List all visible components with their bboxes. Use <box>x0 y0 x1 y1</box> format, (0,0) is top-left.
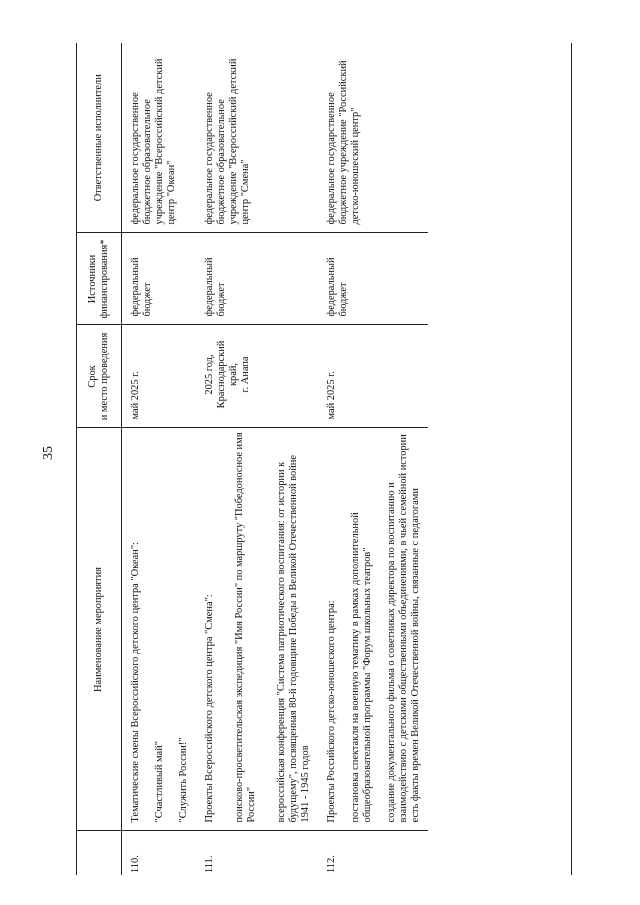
event-cell <box>122 428 197 831</box>
column-header-date-place <box>77 325 122 428</box>
column-header-funding <box>77 233 122 325</box>
event-item: постановка спектакля на военную тематику в рамках дополнительной общеобразовательной программы "Форум школьных театров" <box>350 512 373 823</box>
event-item: создание документального фильма о советниках директора по воспитанию и взаимодействию с детскими общественными объединениями, в чьей семейной истории есть факты времен Великой Отечественной войны, связанные с педагогами <box>386 434 421 823</box>
date-place-cell <box>318 325 428 428</box>
table-row <box>122 43 197 875</box>
column-header-date-place-text: Срок и место проведения <box>87 332 110 421</box>
column-header-executors: Ответственные исполнители <box>77 43 122 233</box>
event-item: "Служить России!" <box>178 737 189 823</box>
date-place-cell <box>196 325 318 428</box>
date-place-text: май 2025 г. <box>326 371 337 420</box>
table-row <box>196 43 318 875</box>
table-bottom-rule <box>571 43 572 875</box>
executors-cell: федеральное государственное бюджетное образовательное учреждение "Всероссийский детский центр "Смена" <box>196 43 318 233</box>
column-header-funding-text: Источники финансирования* <box>87 239 110 319</box>
table-row <box>318 43 428 875</box>
row-number: 111. <box>204 855 215 873</box>
events-table <box>76 43 428 875</box>
executors-cell: федеральное государственное бюджетное учреждение "Российский детско-юношеский центр" <box>318 43 428 233</box>
event-cell <box>318 428 428 831</box>
row-number: 110. <box>130 855 141 873</box>
table-header-row <box>77 43 122 875</box>
event-title: Тематические смены Всероссийского детского центра "Океан": <box>130 542 141 823</box>
funding-cell: федеральный бюджет <box>122 233 197 325</box>
event-item: поисково-просветительская экспедиция "Имя России" по маршруту "Победоносное имя России" <box>234 432 257 823</box>
executors-cell: федеральное государственное бюджетное образовательное учреждение "Всероссийский детский центр "Океан" <box>122 43 197 233</box>
event-item: "Счастливый май" <box>154 741 165 823</box>
event-cell <box>196 428 318 831</box>
funding-cell: федеральный бюджет <box>318 233 428 325</box>
date-place-cell <box>122 325 197 428</box>
funding-cell: федеральный бюджет <box>196 233 318 325</box>
event-title: Проекты Всероссийского детского центра "Смена": <box>204 594 215 823</box>
date-place-text: 2025 год, Краснодарский край, г. Анапа <box>204 340 251 409</box>
column-header-number <box>77 831 122 875</box>
row-number: 112. <box>326 855 337 873</box>
column-header-event: Наименование мероприятия <box>77 428 122 831</box>
event-title: Проекты Российского детско-юношеского центра: <box>326 600 337 823</box>
event-item: всероссийская конференция "Система патриотического воспитания: от истории к будущему", посвященная 80-й годовщине Победы в Великой Отечественной войне 1941 - 1945 годов <box>276 455 311 823</box>
date-place-text: май 2025 г. <box>130 371 141 420</box>
page-number: 35 <box>41 446 56 460</box>
